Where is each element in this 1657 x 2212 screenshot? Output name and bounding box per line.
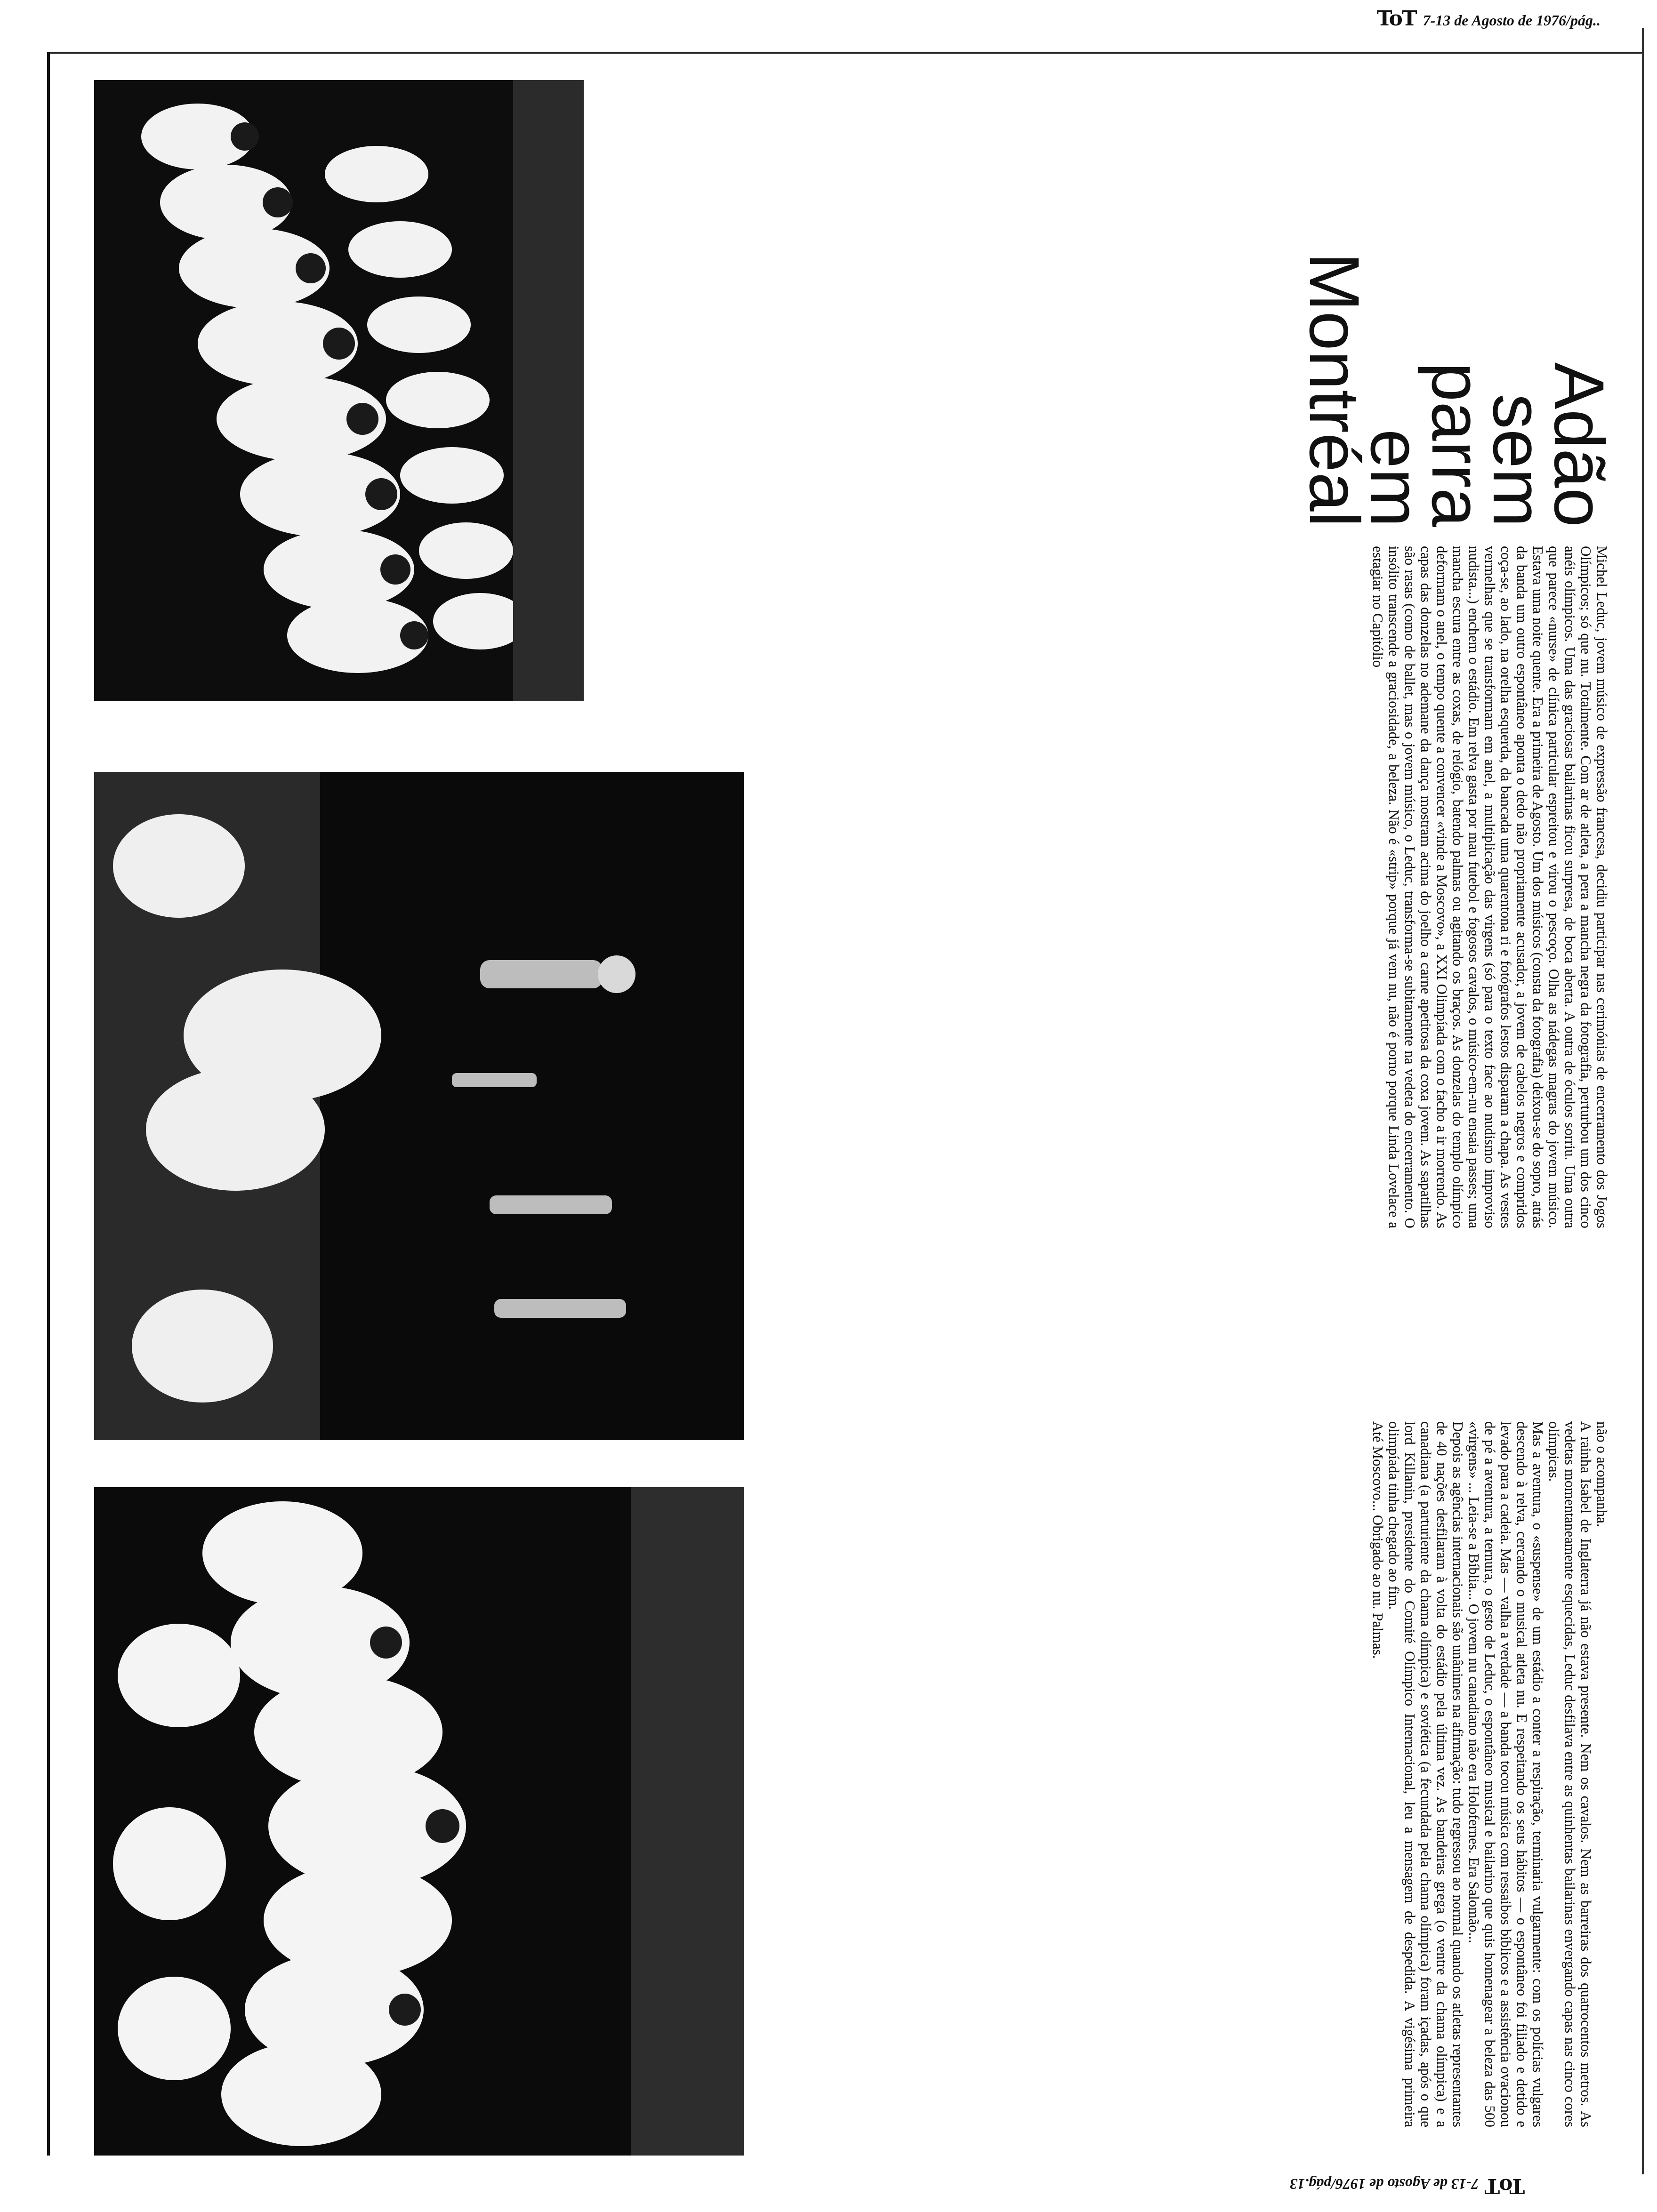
rotated-article bbox=[71, 56, 1638, 2156]
magazine-logo: ToT bbox=[1485, 2174, 1525, 2198]
article-paragraph: não o acompanha. bbox=[1594, 1421, 1610, 1527]
article-paragraph: Depois as agências internacionais são unânimes na afirmação: tudo regressou ao normal quando os atletas representantes de 40 nações desfilaram à volta do estádio pela última vez. As bandeiras grega (o ventre da chama olímpica) e a canadiana (a parturiente da chama olímpica) e soviética (a fecundada pela chama olímpica) foram içadas, após o que lord Killanin, presidente do Comité Olímpico Internacional, leu a mensagem de despedida. A vigésima primeira olimpíada tinha chegado ao fim. bbox=[1386, 1421, 1466, 2127]
top-rule bbox=[47, 52, 1643, 54]
ceremony-photo-dancers-crowd bbox=[94, 80, 584, 701]
headline-line: sem bbox=[1479, 393, 1558, 527]
ceremony-photo-nude-runner bbox=[94, 772, 744, 1440]
issue-date: 7-13 de Agosto de 1976/pág.. bbox=[1423, 12, 1601, 29]
page-footer bbox=[1290, 2174, 1525, 2198]
article-headline bbox=[1295, 56, 1619, 527]
ceremony-photo-dancers-ring bbox=[94, 1487, 744, 2156]
page-header bbox=[1377, 7, 1601, 31]
headline-line: Montréal bbox=[1295, 252, 1374, 527]
headline-line: Adão bbox=[1540, 362, 1619, 527]
photo-nude-runner-image bbox=[94, 772, 744, 1440]
article-body-column-2 bbox=[1370, 1421, 1610, 2127]
headline-line: em bbox=[1356, 429, 1435, 527]
article-paragraph: Mas a aventura, o «suspense» de um estádio a conter a respiração, terminaria vulgarmente: com os polícias vulgares descendo à relva, cercando o musical atleta nu. E respeitando os seus hábitos — o espontâneo foi filiado e detido e levado para a cadeia. Mas — valha a verdade — a banda tocou música com ressaibos bíblicos e a assistência ovacionou de pé a aventura, a ternura, o gesto de Leduc, o espontâneo musical e bailarino que quis homenagear a beleza das 500 «virgens» ... Leia-se a Bíblia... O jovem nu canadiano não era Holofernes. Era Salomão... bbox=[1466, 1421, 1546, 2127]
headline-line: parra bbox=[1417, 362, 1496, 527]
right-rule bbox=[1642, 28, 1644, 2174]
article-paragraph: Michel Leduc, jovem músico de expressão francesa, decidiu participar nas cerimónias de encerramento dos Jogos Olímpicos; só que nu. Totalmente. Com ar de atleta, a pera a mancha negra da fotografia, perturbou um dos cinco anéis olímpicos. Uma das graciosas bailarinas ficou surpresa, de boca aberta. A outra de óculos sorriu. Uma outra que parece «nurse» de clínica particular espreitou e virou o pescoço. Olha as nádegas magras do jovem músico. Estava uma noite quente. Era a primeira de Agosto. Um dos músicos (consta da fotografia) deixou-se do sopro, atrás da banda um outro espontâneo aponta o dedo não propriamente acusador, a jovem de cabelos negros e compridos coça-se, ao lado, na orelha esquerda, da bancada uma quarentona ri e fotógrafos lestos disparam a chapa. As vestes vermelhas que se transformam em anel, a multiplicação das virgens (só para o texto face ao nudismo improviso nudista...) enchem o estádio. Em relva gasta por mau futebol e fogosos cavalos, o músico-em-nu ensaia passes; uma mancha escura entre as coxas, de relógio, batendo palmas ou agitando os braços. As donzelas do templo olímpico deformam o anel, o tempo quente a convencer «vinde a Moscovo», a XXI Olimpíada com o facho a ir morrendo. As capas das donzelas no ademane da dança mostram acima do joelho a carne apetitosa da coxa jovem. As sapatilhas são rasas (como de ballet, mas o jovem músico, o Leduc, transforma-se subitamente na vedeta do encerramento. O insólito transcende a graciosidade, a beleza. Não é «strip» porque já vem nu, não é porno porque Linda Lovelace a estagiar no Capitólio bbox=[1370, 546, 1610, 1228]
left-rule bbox=[47, 52, 50, 2156]
photo-dancers-crowd-image bbox=[94, 80, 584, 701]
photo-dancers-ring-image bbox=[94, 1487, 744, 2156]
issue-page: 7-13 de Agosto de 1976/pág.13 bbox=[1290, 2176, 1479, 2193]
article-paragraph: Até Moscovo... Obrigado ao nu. Palmas. bbox=[1370, 1421, 1386, 1659]
article-paragraph: A rainha Isabel de Inglaterra já não estava presente. Nem os cavalos. Nem as barreiras dos quatrocentos metros. As vedetas momentaneamente esquecidas, Leduc desfilava entre as quinhentas bailarinas envergando capas nas cinco cores olímpicas. bbox=[1546, 1421, 1594, 2127]
magazine-logo: ToT bbox=[1376, 7, 1416, 31]
article-body-column-1 bbox=[1370, 546, 1610, 1228]
